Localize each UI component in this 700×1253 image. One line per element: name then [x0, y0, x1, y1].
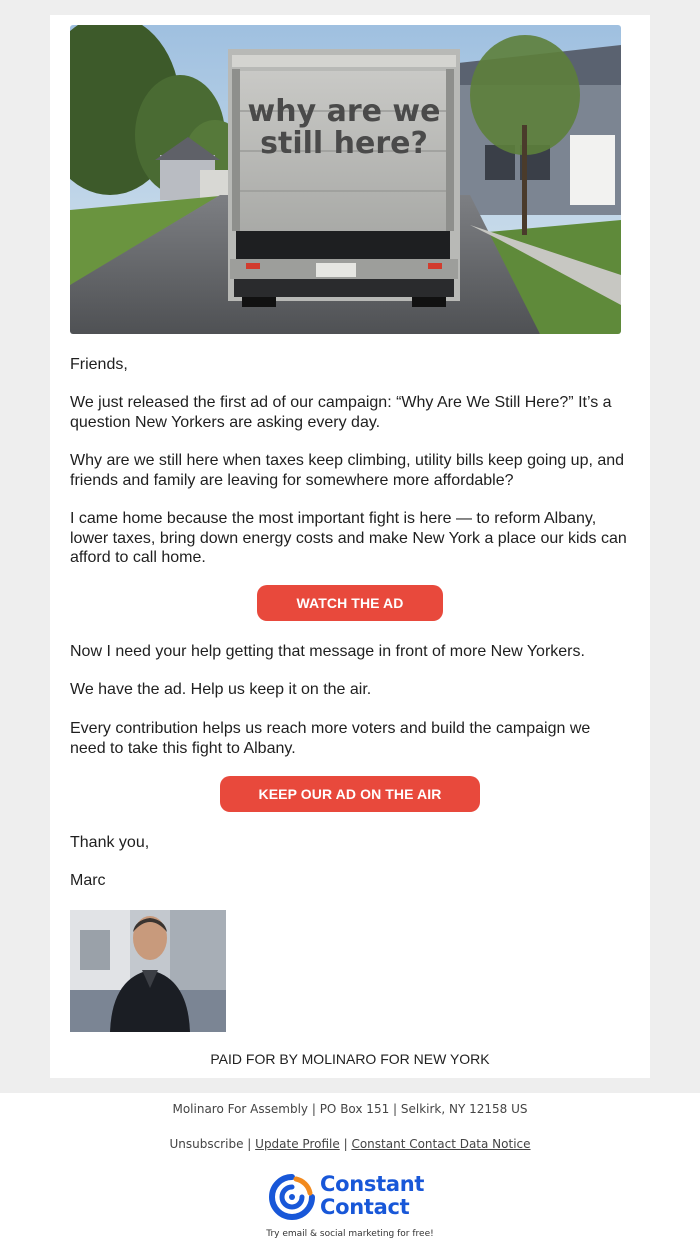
logo-line-constant: Constant: [320, 1172, 425, 1196]
paid-for-disclaimer: PAID FOR BY MOLINARO FOR NEW YORK: [210, 1051, 490, 1067]
paragraph-have-the-ad: We have the ad. Help us keep it on the air.: [70, 681, 372, 698]
signoff: Thank you,: [70, 834, 150, 851]
footer-links: [0, 1137, 700, 1151]
email-card: [50, 15, 650, 1078]
footer: [0, 1093, 700, 1253]
signature-name: Marc: [70, 872, 106, 889]
constant-contact-tagline[interactable]: Try email & social marketing for free!: [266, 1229, 434, 1239]
unsubscribe-link[interactable]: Unsubscribe: [169, 1137, 244, 1151]
hero-image-truck[interactable]: [70, 25, 621, 334]
footer-address: Molinaro For Assembly | PO Box 151 | Selkirk, NY 12158 US: [172, 1102, 528, 1116]
truck-text-line2: still here?: [260, 126, 428, 161]
paragraph-why-still-here: Why are we still here when taxes keep climbing, utility bills keep going up, and friends and family are leaving for somewhere more affordable?: [70, 452, 625, 489]
logo-line-contact: Contact: [320, 1195, 410, 1219]
keep-ad-on-air-button[interactable]: KEEP OUR AD ON THE AIR: [220, 776, 480, 812]
greeting: Friends,: [70, 356, 128, 373]
constant-contact-mark-icon: [268, 1173, 316, 1221]
footer-separator: |: [247, 1137, 252, 1151]
truck-text-line1: why are we: [247, 94, 441, 129]
update-profile-link[interactable]: Update Profile: [255, 1137, 340, 1151]
paragraph-first-ad: We just released the first ad of our campaign: “Why Are We Still Here?” It’s a question New Yorkers are asking every day.: [70, 394, 612, 431]
constant-contact-wordmark: [320, 1173, 424, 1219]
paragraph-need-help: Now I need your help getting that message in front of more New Yorkers.: [70, 643, 585, 660]
watch-the-ad-button[interactable]: WATCH THE AD: [257, 585, 443, 621]
paragraph-every-contribution: Every contribution helps us reach more voters and build the campaign we need to take this fight to Albany.: [70, 720, 591, 757]
constant-contact-logo[interactable]: [268, 1173, 438, 1223]
data-notice-link[interactable]: Constant Contact Data Notice: [351, 1137, 531, 1151]
footer-separator: |: [343, 1137, 348, 1151]
paragraph-came-home: I came home because the most important fight is here — to reform Albany, lower taxes, bring down energy costs and make New York a place our kids can afford to call home.: [70, 510, 627, 566]
candidate-portrait: [70, 910, 226, 1032]
